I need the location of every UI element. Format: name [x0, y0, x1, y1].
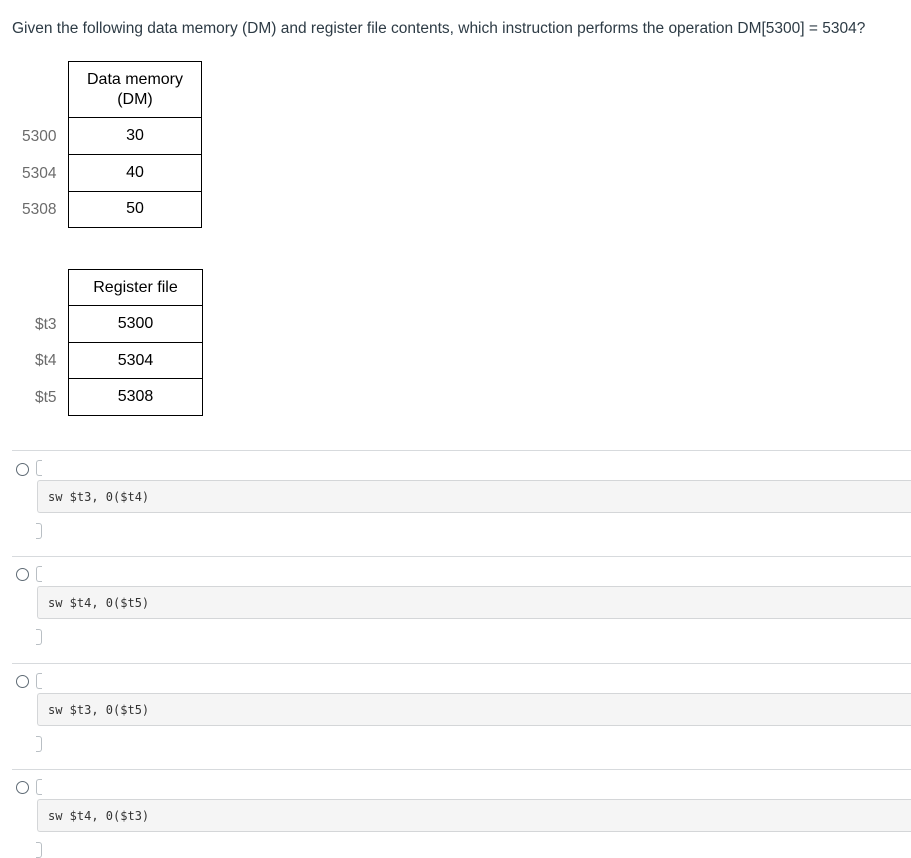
answer-radio[interactable] [16, 568, 29, 581]
memory-value: 50 [68, 191, 202, 228]
register-label: $t5 [35, 388, 57, 406]
answer-code: sw $t3, 0($t4) [37, 480, 911, 513]
answer-code: sw $t4, 0($t3) [37, 799, 911, 832]
register-value: 5308 [68, 379, 203, 416]
answer-code: sw $t4, 0($t5) [37, 586, 911, 619]
answer-option[interactable] [12, 663, 911, 769]
memory-value: 40 [68, 155, 202, 192]
address-label: 5304 [22, 164, 57, 182]
memory-value: 30 [68, 118, 202, 155]
answer-radio[interactable] [16, 781, 29, 794]
address-label: 5308 [22, 200, 57, 218]
bracket-open-icon [36, 673, 42, 689]
answer-radio[interactable] [16, 463, 29, 476]
answer-option[interactable] [12, 450, 911, 556]
bracket-close-icon [36, 629, 42, 645]
answer-radio[interactable] [16, 675, 29, 688]
answer-option[interactable] [12, 556, 911, 662]
bracket-close-icon [36, 736, 42, 752]
question-text: Given the following data memory (DM) and register file contents, which instruction performs the operation DM[5300] = 5304? [12, 20, 866, 37]
bracket-close-icon [36, 523, 42, 539]
data-memory-header: Data memory (DM) [68, 61, 202, 118]
bracket-open-icon [36, 460, 42, 476]
register-value: 5300 [68, 306, 203, 343]
address-label: 5300 [22, 127, 57, 145]
register-label: $t4 [35, 352, 57, 369]
answer-code: sw $t3, 0($t5) [37, 693, 911, 726]
bracket-close-icon [36, 842, 42, 858]
answer-option[interactable] [12, 769, 911, 850]
bracket-open-icon [36, 779, 42, 795]
bracket-open-icon [36, 566, 42, 582]
register-value: 5304 [68, 343, 203, 379]
register-file-header: Register file [68, 269, 203, 306]
register-label: $t3 [35, 315, 57, 333]
